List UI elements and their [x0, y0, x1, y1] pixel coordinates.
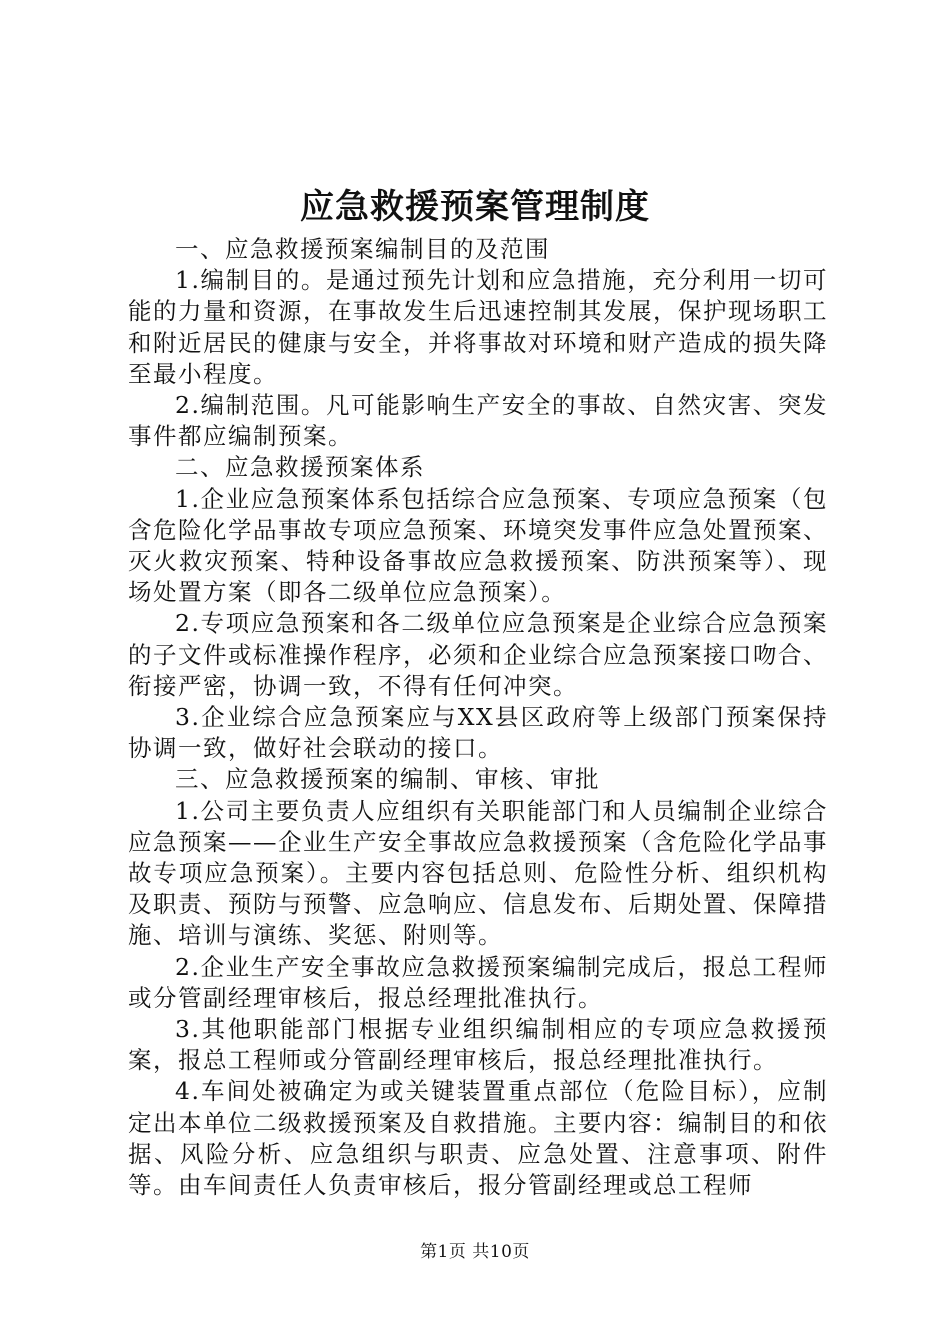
paragraph: 3.企业综合应急预案应与XX县区政府等上级部门预案保持协调一致，做好社会联动的接口。: [128, 703, 828, 763]
page-footer: 第1页 共10页: [420, 1242, 530, 1262]
section-heading-3: 三、应急救援预案的编制、审核、审批: [175, 765, 600, 794]
document-body: [128, 234, 828, 1201]
paragraph: 1.公司主要负责人应组织有关职能部门和人员编制企业综合应急预案——企业生产安全事故应急救援预案（含危险化学品事故专项应急预案）。主要内容包括总则、危险性分析、组织机构及职责、预防与预警、应急响应、信息发布、后期处置、保障措施、培训与演练、奖惩、附则等。: [128, 796, 828, 950]
paragraph: 4.车间处被确定为或关键装置重点部位（危险目标），应制定出本单位二级救援预案及自救措施。主要内容：编制目的和依据、风险分析、应急组织与职责、应急处置、注意事项、附件等。由车间责任人负责审核后，报分管副经理或总工程师: [128, 1077, 828, 1200]
document-title: 应急救援预案管理制度: [300, 187, 650, 227]
paragraph: 1.企业应急预案体系包括综合应急预案、专项应急预案（包含危险化学品事故专项应急预案、环境突发事件应急处置预案、灭火救灾预案、特种设备事故应急救援预案、防洪预案等）、现场处置方案（即各二级单位应急预案）。: [128, 484, 828, 607]
paragraph: 1.编制目的。是通过预先计划和应急措施，充分利用一切可能的力量和资源，在事故发生后迅速控制其发展，保护现场职工和附近居民的健康与安全，并将事故对环境和财产造成的损失降至最小程度。: [128, 266, 828, 388]
section-heading-1: 一、应急救援预案编制目的及范围: [175, 235, 550, 263]
paragraph: 2.编制范围。凡可能影响生产安全的事故、自然灾害、突发事件都应编制预案。: [128, 391, 828, 451]
paragraph: 2.专项应急预案和各二级单位应急预案是企业综合应急预案的子文件或标准操作程序，必须和企业综合应急预案接口吻合、衔接严密，协调一致，不得有任何冲突。: [128, 609, 828, 700]
paragraph: 3.其他职能部门根据专业组织编制相应的专项应急救援预案，报总工程师或分管副经理审核后，报总经理批准执行。: [128, 1015, 828, 1075]
paragraph: 2.企业生产安全事故应急救援预案编制完成后，报总工程师或分管副经理审核后，报总经理批准执行。: [128, 952, 828, 1012]
section-heading-2: 二、应急救援预案体系: [175, 453, 425, 482]
